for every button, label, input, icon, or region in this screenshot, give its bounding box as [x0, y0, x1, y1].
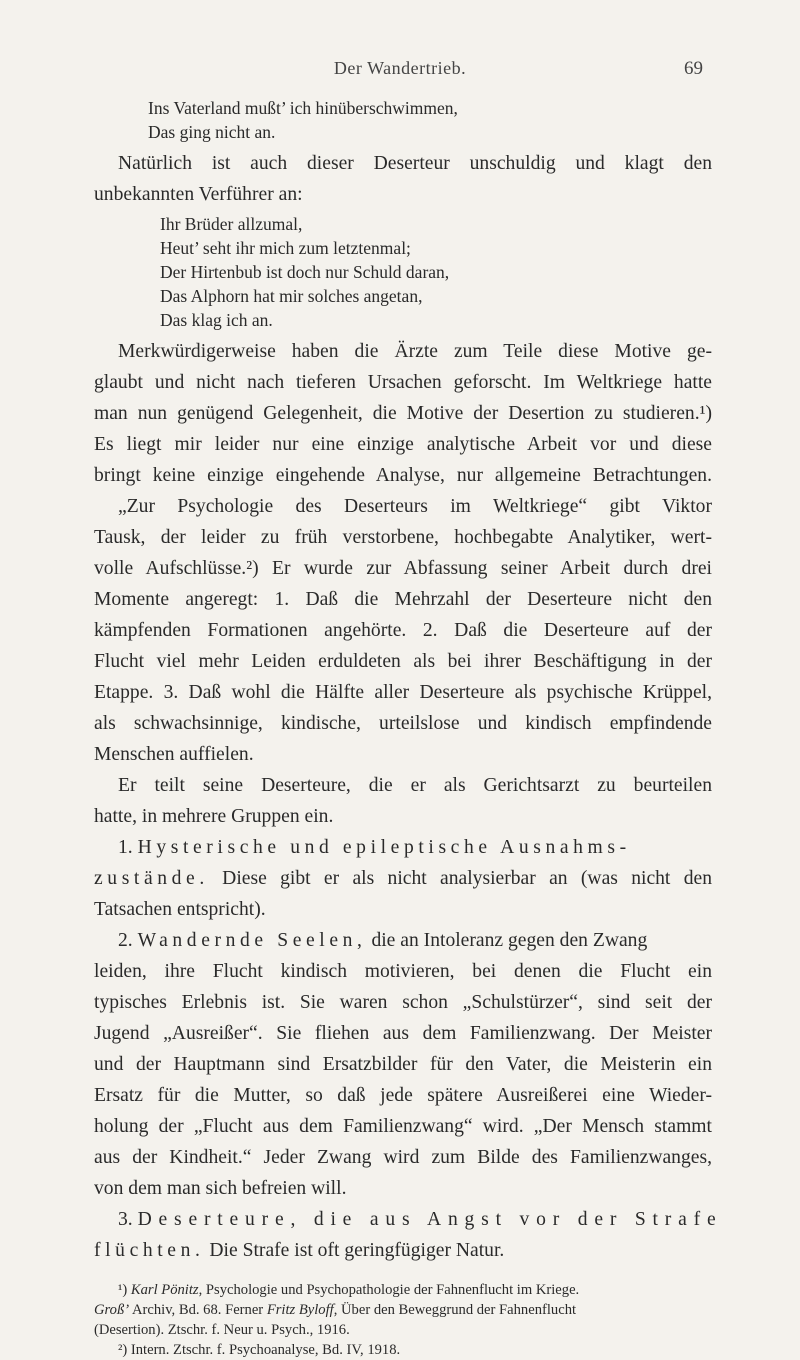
text-line: Natürlich ist auch dieser Deserteur unschuldig und klagt den	[118, 153, 712, 174]
text-line	[94, 1204, 723, 1235]
footnote-journal: Groß’	[94, 1302, 130, 1318]
text-line: Merkwürdigerweise haben die Ärzte zum Teile diese Motive ge-	[118, 341, 712, 362]
paragraph	[94, 336, 712, 770]
text-run: Die Strafe ist oft geringfügiger Natur.	[204, 1240, 505, 1261]
footnote-line: ²) Intern. Ztschr. f. Psychoanalyse, Bd. IV, 1918.	[118, 1342, 401, 1358]
text-line: aus der Kindheit.“ Jeder Zwang wird zum Bilde des Familienzwanges,	[94, 1147, 712, 1168]
footnotes	[94, 1280, 712, 1360]
text-line: von dem man sich befreien will.	[94, 1178, 347, 1199]
text-line: kämpfenden Formationen angehörte. 2. Daß die Deserteure auf der	[94, 620, 712, 641]
text-line: Momente angeregt: 1. Daß die Mehrzahl der Deserteure nicht den	[94, 589, 712, 610]
page-body	[94, 94, 723, 1360]
text-line: Tausk, der leider zu früh verstorbene, hochbegabte Analytiker, wert-	[94, 527, 712, 548]
verse-line: Der Hirtenbub ist doch nur Schuld daran,	[160, 262, 450, 282]
item-number: 2.	[118, 930, 138, 951]
running-title: Der Wandertrieb.	[333, 58, 467, 78]
paragraph	[94, 148, 712, 210]
list-item-fear-of-punishment	[94, 1204, 723, 1266]
footnote-mark: ¹)	[118, 1282, 131, 1298]
text-line: volle Aufschlüsse.²) Er wurde zur Abfassung seiner Arbeit durch drei	[94, 558, 712, 579]
spaced-term: Wandernde Seelen,	[137, 930, 367, 951]
item-number: 1.	[118, 837, 138, 858]
text-run: Archiv, Bd. 68. Ferner	[129, 1302, 267, 1318]
text-line: Jugend „Ausreißer“. Sie fliehen aus dem Familienzwang. Der Meister	[94, 1023, 712, 1044]
list-item-wandering	[94, 925, 712, 1204]
list-item-hysterical	[94, 832, 712, 925]
text-run: Diese gibt er als nicht analysierbar an (was nicht den	[208, 868, 712, 889]
footnote-author: Fritz Byloff	[266, 1302, 334, 1318]
verse-line: Heut’ seht ihr mich zum letztenmal;	[160, 238, 411, 258]
paragraph	[94, 770, 712, 832]
text-line: als schwachsinnige, kindische, urteilslose und kindisch empfindende	[94, 713, 712, 734]
verse-line: Ihr Brüder allzumal,	[160, 214, 303, 234]
text-line: Flucht viel mehr Leiden erduldeten als bei ihrer Beschäftigung in der	[94, 651, 712, 672]
verse-fragment	[94, 96, 712, 144]
footnote-line	[94, 1280, 712, 1300]
footnote-author: Karl Pönitz	[130, 1282, 199, 1298]
text-line: Er teilt seine Deserteure, die er als Gerichtsarzt zu beurteilen	[118, 775, 712, 796]
text-line: man nun genügend Gelegenheit, die Motive der Desertion zu studieren.¹)	[94, 403, 712, 424]
footnote-line: (Desertion). Ztschr. f. Neur u. Psych., 1916.	[94, 1322, 350, 1338]
text-run: die an Intoleranz gegen den Zwang	[366, 930, 648, 951]
footnote-line	[94, 1300, 712, 1320]
text-line: Tatsachen entspricht).	[94, 899, 266, 920]
text-line: hatte, in mehrere Gruppen ein.	[94, 806, 334, 827]
text-line: typisches Erlebnis ist. Sie waren schon „Schulstürzer“, sind seit der	[94, 992, 712, 1013]
text-line	[94, 832, 712, 863]
text-line: bringt keine einzige eingehende Analyse, nur allgemeine Betrachtungen.	[94, 465, 712, 486]
text-line: und der Hauptmann sind Ersatzbilder für den Vater, die Meisterin ein	[94, 1054, 712, 1075]
text-line: Ersatz für die Mutter, so daß jede spätere Ausreißerei eine Wieder-	[94, 1085, 712, 1106]
text-line	[94, 925, 712, 956]
text-line: „Zur Psychologie des Deserteurs im Weltkriege“ gibt Viktor	[118, 496, 712, 517]
page-number: 69	[684, 58, 703, 79]
text-line: holung der „Flucht aus dem Familienzwang“ wird. „Der Mensch stammt	[94, 1116, 712, 1137]
text-line: leiden, ihre Flucht kindisch motivieren, bei denen die Flucht ein	[94, 961, 712, 982]
text-line: unbekannten Verführer an:	[94, 184, 303, 205]
running-head	[0, 58, 800, 84]
verse-line: Das klag ich an.	[160, 310, 273, 330]
spaced-term: Hysterische und epileptische Ausnahms-	[137, 837, 631, 858]
verse-line: Das Alphorn hat mir solches angetan,	[160, 286, 423, 306]
text-line: Menschen auffielen.	[94, 744, 254, 765]
text-run: , Psychologie und Psychopathologie der Fahnenflucht im Kriege.	[198, 1282, 580, 1298]
text-line	[94, 863, 712, 894]
text-line: glaubt und nicht nach tieferen Ursachen geforscht. Im Weltkriege hatte	[94, 372, 712, 393]
spaced-term: Deserteure, die aus Angst vor der Strafe	[137, 1209, 723, 1230]
verse-line: Ins Vaterland mußt’ ich hinüberschwimmen,	[148, 98, 458, 118]
verse-line: Das ging nicht an.	[148, 122, 276, 142]
text-line	[94, 1235, 712, 1266]
item-number: 3.	[118, 1209, 138, 1230]
verse-quote	[94, 212, 712, 332]
text-run: , Über den Beweggrund der Fahnenflucht	[333, 1302, 577, 1318]
spaced-term: flüchten.	[94, 1240, 205, 1261]
spaced-term: zustände.	[94, 868, 209, 889]
text-line: Es liegt mir leider nur eine einzige analytische Arbeit vor und diese	[94, 434, 712, 455]
text-line: Etappe. 3. Daß wohl die Hälfte aller Deserteure als psychische Krüppel,	[94, 682, 712, 703]
